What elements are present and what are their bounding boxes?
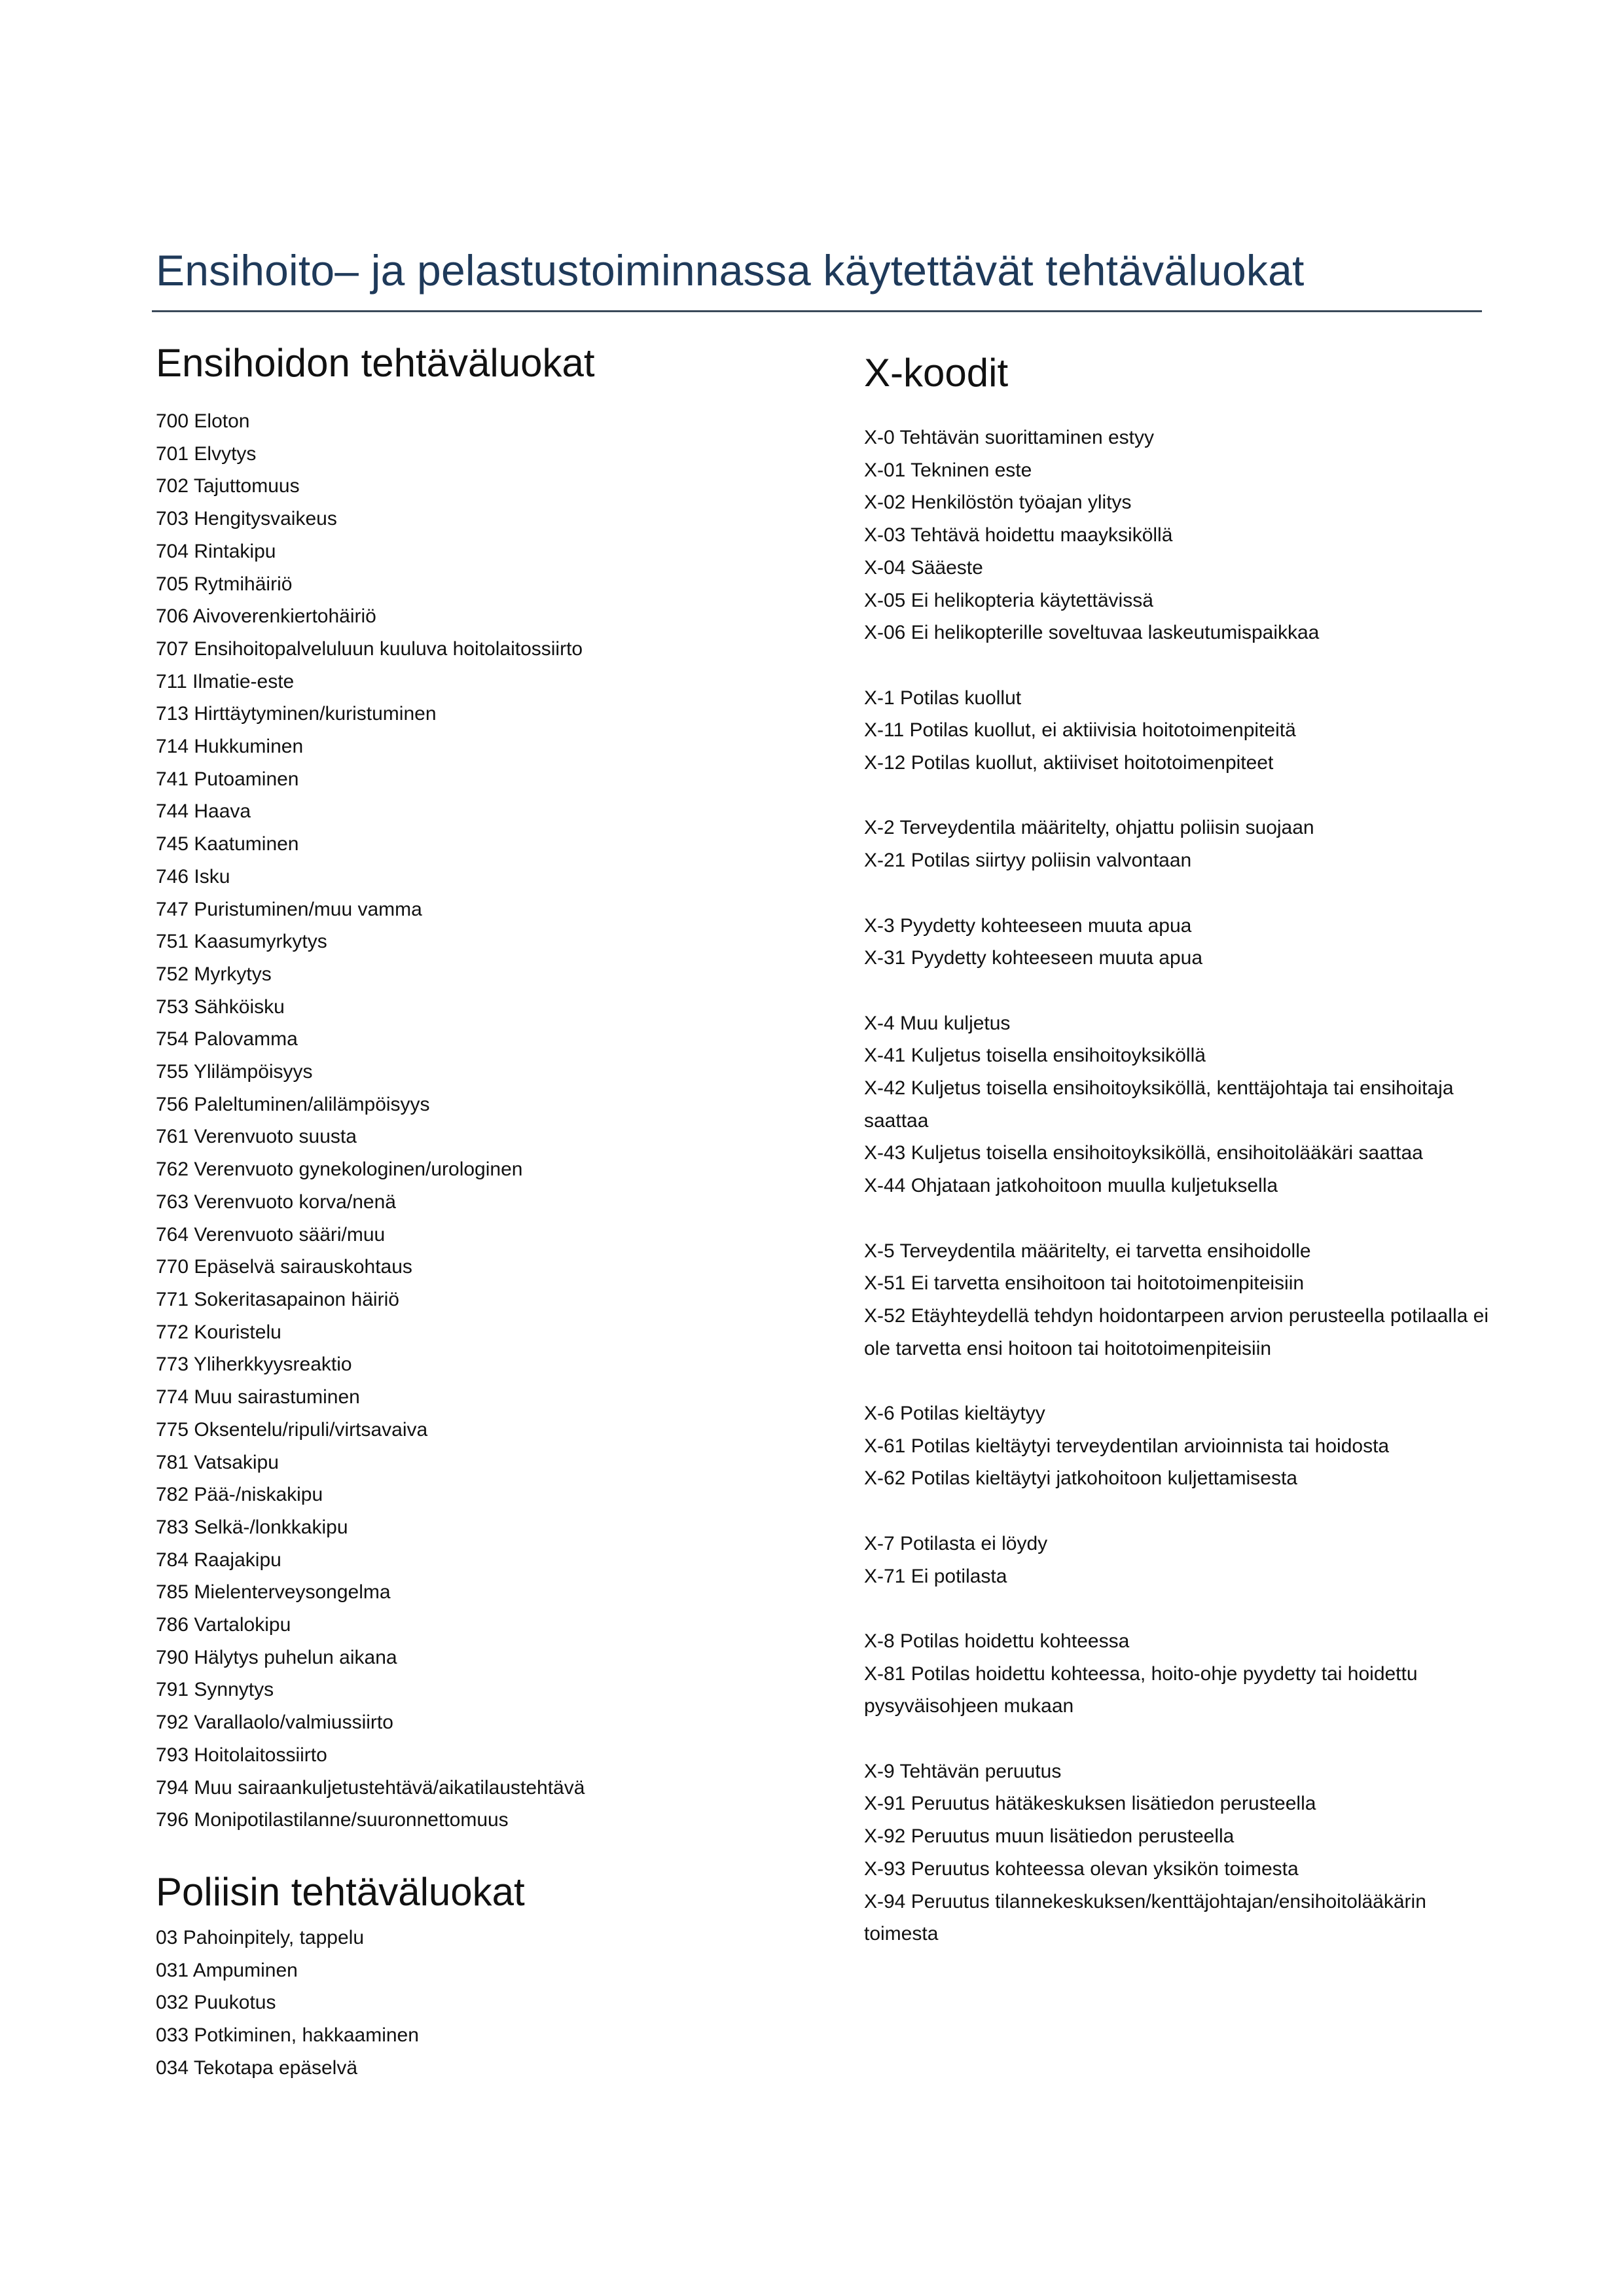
list-item: X-06 Ei helikopterille soveltuvaa laskeutumispaikkaa [864, 622, 1320, 644]
list-item: 762 Verenvuoto gynekologinen/urologinen [156, 1158, 523, 1181]
police-section [156, 1863, 810, 2085]
list-item: 763 Verenvuoto korva/nenä [156, 1191, 396, 1213]
list-item: X-12 Potilas kuollut, aktiiviset hoitotoimenpiteet [864, 752, 1274, 774]
police-list [156, 1922, 810, 2085]
list-item: 775 Oksentelu/ripuli/virtsavaiva [156, 1418, 428, 1441]
list-item: X-03 Tehtävä hoidettu maayksiköllä [864, 524, 1173, 547]
list-item: X-92 Peruutus muun lisätiedon perusteella [864, 1825, 1235, 1848]
list-item: 754 Palovamma [156, 1028, 298, 1050]
list-item: X-11 Potilas kuollut, ei aktiivisia hoitotoimenpiteitä [864, 719, 1296, 742]
list-item: X-81 Potilas hoidettu kohteessa, hoito-ohje pyydetty tai hoidettu pysyväisohjeen mukaan [864, 1662, 1418, 1717]
list-item: 705 Rytmihäiriö [156, 573, 293, 595]
list-item: 790 Hälytys puhelun aikana [156, 1646, 397, 1668]
list-item: X-01 Tekninen este [864, 459, 1032, 481]
police-heading: Poliisin tehtäväluokat [156, 1869, 525, 1914]
list-item: 785 Mielenterveysongelma [156, 1581, 391, 1604]
list-item: X-62 Potilas kieltäytyi jatkohoitoon kuljettamisesta [864, 1467, 1297, 1490]
left-column [156, 331, 810, 2084]
ems-heading: Ensihoidon tehtäväluokat [156, 341, 595, 385]
list-item: 702 Tajuttomuus [156, 475, 300, 497]
list-item: 793 Hoitolaitossiirto [156, 1744, 327, 1766]
list-item: 761 Verenvuoto suusta [156, 1126, 357, 1148]
list-item: X-91 Peruutus hätäkeskuksen lisätiedon perusteella [864, 1793, 1316, 1815]
ems-section [156, 331, 810, 1837]
list-item: 791 Synnytys [156, 1679, 274, 1701]
list-item: 744 Haava [156, 800, 251, 823]
list-item: X-44 Ohjataan jatkohoitoon muulla kuljetuksella [864, 1175, 1278, 1197]
list-item: 032 Puukotus [156, 1992, 276, 2014]
right-column [864, 340, 1492, 1983]
list-item: 755 Ylilämpöisyys [156, 1061, 313, 1083]
xcodes-groups [864, 422, 1492, 1950]
list-item: 756 Paleltuminen/alilämpöisyys [156, 1093, 430, 1115]
list-item: 753 Sähköisku [156, 996, 285, 1018]
list-item: X-21 Potilas siirtyy poliisin valvontaan [864, 850, 1192, 872]
list-item: X-41 Kuljetus toisella ensihoitoyksiköllä [864, 1045, 1206, 1067]
list-item: 772 Kouristelu [156, 1321, 281, 1343]
list-item: 746 Isku [156, 865, 230, 888]
ems-list [156, 405, 810, 1837]
list-item: 700 Eloton [156, 410, 250, 432]
xcode-group [864, 910, 1492, 975]
list-item: 783 Selkä-/lonkkakipu [156, 1516, 348, 1538]
list-item: 714 Hukkuminen [156, 736, 304, 758]
list-item: 770 Epäselvä sairauskohtaus [156, 1256, 412, 1278]
list-item: X-7 Potilasta ei löydy [864, 1532, 1048, 1554]
xcode-group [864, 422, 1492, 649]
list-item: 745 Kaatuminen [156, 833, 299, 855]
list-item: 034 Tekotapa epäselvä [156, 2056, 358, 2079]
list-item: 794 Muu sairaankuljetustehtävä/aikatilaustehtävä [156, 1776, 585, 1799]
xcode-group [864, 1755, 1492, 1950]
list-item: X-2 Terveydentila määritelty, ohjattu poliisin suojaan [864, 817, 1314, 839]
list-item: 764 Verenvuoto sääri/muu [156, 1223, 386, 1246]
title-divider [152, 310, 1482, 312]
list-item: 701 Elvytys [156, 442, 257, 465]
list-item: 703 Hengitysvaikeus [156, 508, 337, 530]
list-item: 711 Ilmatie-este [156, 670, 295, 692]
list-item: 781 Vatsakipu [156, 1451, 279, 1473]
xcodes-section [864, 340, 1492, 1950]
list-item: X-04 Sääeste [864, 556, 983, 579]
list-item: 751 Kaasumyrkytys [156, 931, 327, 953]
list-item: 741 Putoaminen [156, 768, 299, 790]
list-item: 773 Yliherkkyysreaktio [156, 1354, 352, 1376]
xcode-group [864, 1007, 1492, 1202]
xcode-group [864, 1235, 1492, 1365]
list-item: 786 Vartalokipu [156, 1614, 291, 1636]
list-item: 707 Ensihoitopalveluluun kuuluva hoitolaitossiirto [156, 637, 583, 660]
list-item: X-5 Terveydentila määritelty, ei tarvetta ensihoidolle [864, 1240, 1311, 1262]
list-item: X-6 Potilas kieltäytyy [864, 1403, 1045, 1424]
list-item: 033 Potkiminen, hakkaaminen [156, 2024, 419, 2047]
list-item: X-9 Tehtävän peruutus [864, 1760, 1062, 1782]
list-item: 713 Hirttäytyminen/kuristuminen [156, 703, 437, 725]
xcode-group [864, 1528, 1492, 1592]
list-item: 03 Pahoinpitely, tappelu [156, 1926, 365, 1948]
list-item: 774 Muu sairastuminen [156, 1386, 360, 1408]
list-item: X-94 Peruutus tilannekeskuksen/kenttäjohtajan/ensihoitolääkärin toimesta [864, 1890, 1426, 1945]
list-item: X-61 Potilas kieltäytyi terveydentilan arvioinnista tai hoidosta [864, 1435, 1390, 1457]
list-item: X-93 Peruutus kohteessa olevan yksikön toimesta [864, 1857, 1299, 1880]
xcode-group [864, 1625, 1492, 1723]
list-item: 752 Myrkytys [156, 963, 272, 985]
list-item: X-3 Pyydetty kohteeseen muuta apua [864, 914, 1192, 937]
list-item: 747 Puristuminen/muu vamma [156, 898, 422, 920]
xcodes-heading: X-koodit [864, 351, 1009, 395]
list-item: X-51 Ei tarvetta ensihoitoon tai hoitotoimenpiteisiin [864, 1272, 1305, 1295]
list-item: 784 Raajakipu [156, 1549, 281, 1571]
xcode-group [864, 812, 1492, 876]
list-item: X-0 Tehtävän suorittaminen estyy [864, 427, 1155, 448]
list-item: X-05 Ei helikopteria käytettävissä [864, 589, 1153, 611]
list-item: X-02 Henkilöstön työajan ylitys [864, 492, 1132, 514]
list-item: 031 Ampuminen [156, 1959, 298, 1981]
list-item: X-1 Potilas kuollut [864, 687, 1022, 709]
list-item: X-71 Ei potilasta [864, 1565, 1007, 1587]
list-item: X-43 Kuljetus toisella ensihoitoyksiköllä, ensihoitolääkäri saattaa [864, 1142, 1423, 1164]
list-item: 792 Varallaolo/valmiussiirto [156, 1712, 393, 1734]
list-item: X-4 Muu kuljetus [864, 1012, 1011, 1034]
list-item: 796 Monipotilastilanne/suuronnettomuus [156, 1809, 509, 1831]
list-item: X-52 Etäyhteydellä tehdyn hoidontarpeen arvion perusteella potilaalla ei ole tarvetta ensi hoitoon tai hoitotoimenpiteisiin [864, 1304, 1489, 1359]
list-item: 704 Rintakipu [156, 540, 276, 562]
list-item: X-42 Kuljetus toisella ensihoitoyksiköllä, kenttäjohtaja tai ensihoitaja saattaa [864, 1077, 1454, 1132]
list-item: X-8 Potilas hoidettu kohteessa [864, 1630, 1130, 1652]
xcode-group [864, 1397, 1492, 1495]
list-item: 706 Aivoverenkiertohäiriö [156, 605, 376, 628]
list-item: X-31 Pyydetty kohteeseen muuta apua [864, 947, 1203, 969]
page-title: Ensihoito– ja pelastustoiminnassa käytettävät tehtäväluokat [156, 246, 1305, 295]
list-item: 771 Sokeritasapainon häiriö [156, 1288, 399, 1310]
xcode-group [864, 682, 1492, 780]
list-item: 782 Pää-/niskakipu [156, 1484, 323, 1506]
